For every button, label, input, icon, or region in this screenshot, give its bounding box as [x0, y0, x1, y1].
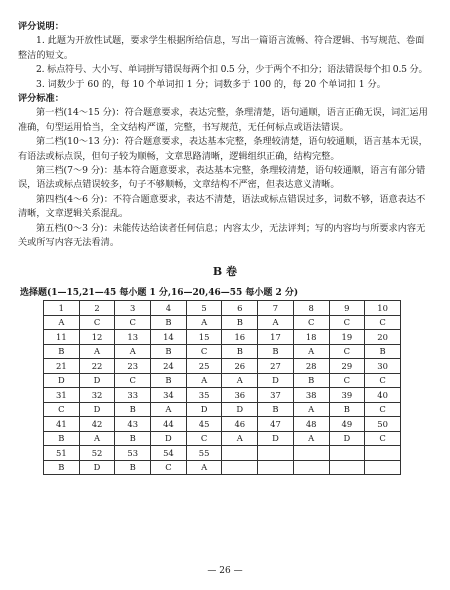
- question-number-cell: 45: [186, 417, 222, 432]
- question-number-cell: 35: [186, 388, 222, 403]
- answer-cell: A: [79, 431, 115, 446]
- answer-cell: [258, 460, 294, 475]
- answer-cell: B: [151, 373, 187, 388]
- answer-cell: B: [44, 344, 80, 359]
- section-title: B 卷: [212, 265, 238, 278]
- answer-cell: A: [79, 344, 115, 359]
- answer-cell: [222, 460, 258, 475]
- scoring-notes: [18, 20, 430, 92]
- answer-cell: D: [44, 373, 80, 388]
- question-number-row: [44, 417, 401, 432]
- answer-cell: A: [186, 315, 222, 330]
- scoring-level: 第四档(4～6 分)：不符合题意要求，表达不清楚，语法或标点错误过多，词数不够，语意表达不清晰，文章逻辑关系混乱。: [18, 193, 426, 220]
- question-number-cell: 23: [115, 359, 151, 374]
- answer-cell: C: [329, 373, 365, 388]
- question-number-cell: 38: [293, 388, 329, 403]
- answer-cell: D: [79, 460, 115, 475]
- answer-row: [44, 402, 401, 417]
- answer-cell: C: [186, 431, 222, 446]
- question-number-cell: 19: [329, 330, 365, 345]
- scoring-note: 2. 标点符号、大小写、单词拼写错误每两个扣 0.5 分，少于两个不扣分；语法错误每个扣 0.5 分。: [36, 64, 428, 76]
- question-number-cell: [365, 446, 401, 461]
- question-number-cell: 7: [258, 301, 294, 316]
- question-number-cell: 11: [44, 330, 80, 345]
- scoring-standards-heading: 评分标准：: [18, 93, 64, 104]
- question-number-cell: 37: [258, 388, 294, 403]
- answer-cell: C: [365, 373, 401, 388]
- question-number-cell: 27: [258, 359, 294, 374]
- question-number-cell: 39: [329, 388, 365, 403]
- page-number: — 26 —: [207, 566, 243, 576]
- answer-cell: B: [258, 344, 294, 359]
- question-number-row: [44, 301, 401, 316]
- question-number-cell: 41: [44, 417, 80, 432]
- question-number-cell: 49: [329, 417, 365, 432]
- question-number-cell: 47: [258, 417, 294, 432]
- question-number-cell: 4: [151, 301, 187, 316]
- question-number-cell: [293, 446, 329, 461]
- question-number-cell: 29: [329, 359, 365, 374]
- answer-cell: A: [258, 315, 294, 330]
- question-number-cell: 44: [151, 417, 187, 432]
- answer-cell: A: [115, 344, 151, 359]
- answer-cell: B: [151, 315, 187, 330]
- answer-cell: A: [186, 373, 222, 388]
- answer-cell: C: [151, 460, 187, 475]
- answer-row: [44, 344, 401, 359]
- answer-cell: [329, 460, 365, 475]
- answer-cell: B: [365, 344, 401, 359]
- answer-cell: C: [329, 315, 365, 330]
- answer-cell: B: [44, 431, 80, 446]
- question-number-cell: 15: [186, 330, 222, 345]
- question-number-cell: [329, 446, 365, 461]
- answer-cell: C: [365, 315, 401, 330]
- answer-cell: A: [293, 344, 329, 359]
- answer-cell: B: [222, 315, 258, 330]
- answer-cell: B: [293, 373, 329, 388]
- question-number-cell: 5: [186, 301, 222, 316]
- answer-row: [44, 373, 401, 388]
- question-number-cell: 54: [151, 446, 187, 461]
- question-number-cell: 55: [186, 446, 222, 461]
- question-number-cell: 40: [365, 388, 401, 403]
- question-number-cell: 20: [365, 330, 401, 345]
- answer-cell: [293, 460, 329, 475]
- answer-cell: C: [44, 402, 80, 417]
- question-number-cell: 31: [44, 388, 80, 403]
- question-number-cell: 16: [222, 330, 258, 345]
- question-number-cell: 13: [115, 330, 151, 345]
- scoring-level: 第一档(14～15 分)：符合题意要求，表达完整，条理清楚，语句通顺，语言正确无误，词汇运用准确，句型运用恰当，全文结构严谨，完整，书写规范，无任何标点或语法错误。: [18, 107, 428, 133]
- question-number-cell: 2: [79, 301, 115, 316]
- question-number-cell: 8: [293, 301, 329, 316]
- question-number-row: [44, 388, 401, 403]
- answer-cell: C: [329, 344, 365, 359]
- question-number-cell: 42: [79, 417, 115, 432]
- question-number-cell: 36: [222, 388, 258, 403]
- answer-cell: C: [115, 315, 151, 330]
- question-number-cell: 10: [365, 301, 401, 316]
- scoring-level: 第三档(7～9 分)：基本符合题意要求，表达基本完整，条理较清楚，语句较通顺，语言有部分错误，语法或标点错误较多，句子不够顺畅，文章结构不严密，但表达意义清晰。: [18, 165, 426, 191]
- question-number-cell: 53: [115, 446, 151, 461]
- mcq-label: 选择题(1—15,21—45 每小题 1 分,16—20,46—55 每小题 2 分): [20, 288, 299, 298]
- answer-cell: C: [186, 344, 222, 359]
- answer-cell: B: [115, 402, 151, 417]
- answer-row: [44, 315, 401, 330]
- answer-cell: D: [329, 431, 365, 446]
- answer-cell: D: [258, 373, 294, 388]
- question-number-cell: 30: [365, 359, 401, 374]
- answer-cell: B: [115, 431, 151, 446]
- question-number-cell: 32: [79, 388, 115, 403]
- question-number-cell: 6: [222, 301, 258, 316]
- question-number-cell: 46: [222, 417, 258, 432]
- scoring-level: 第五档(0～3 分)：未能传达给读者任何信息；内容太少，无法评判；写的内容均与所要求内容无关或所写内容无法看清。: [18, 222, 426, 249]
- question-number-cell: 9: [329, 301, 365, 316]
- question-number-cell: 48: [293, 417, 329, 432]
- question-number-cell: 3: [115, 301, 151, 316]
- question-number-cell: 1: [44, 301, 80, 316]
- answer-table: [43, 300, 401, 475]
- answer-cell: C: [365, 431, 401, 446]
- question-number-cell: 24: [151, 359, 187, 374]
- answer-cell: A: [186, 460, 222, 475]
- answer-row: [44, 460, 401, 475]
- answer-cell: B: [151, 344, 187, 359]
- question-number-row: [44, 446, 401, 461]
- answer-row: [44, 431, 401, 446]
- answer-cell: A: [44, 315, 80, 330]
- question-number-cell: 50: [365, 417, 401, 432]
- question-number-cell: 28: [293, 359, 329, 374]
- answer-cell: B: [115, 460, 151, 475]
- answer-cell: B: [258, 402, 294, 417]
- question-number-cell: 21: [44, 359, 80, 374]
- question-number-cell: 51: [44, 446, 80, 461]
- question-number-cell: 52: [79, 446, 115, 461]
- answer-cell: D: [258, 431, 294, 446]
- scoring-note: 3. 词数少于 60 的，每 10 个单词扣 1 分；词数多于 100 的，每 20 个单词扣 1 分。: [36, 78, 386, 90]
- answer-cell: B: [222, 344, 258, 359]
- scoring-notes-heading: 评分说明：: [18, 21, 64, 32]
- answer-cell: A: [222, 431, 258, 446]
- question-number-cell: 18: [293, 330, 329, 345]
- scoring-standards: [18, 92, 430, 250]
- answer-cell: D: [222, 402, 258, 417]
- answer-cell: D: [79, 402, 115, 417]
- answer-cell: C: [293, 315, 329, 330]
- answer-cell: D: [186, 402, 222, 417]
- answer-cell: A: [222, 373, 258, 388]
- question-number-cell: 12: [79, 330, 115, 345]
- question-number-cell: 22: [79, 359, 115, 374]
- scoring-note: 1. 此题为开放性试题，要求学生根据所给信息，写出一篇语言流畅、符合逻辑、书写规范、卷面整洁的短文。: [18, 35, 425, 61]
- question-number-cell: 33: [115, 388, 151, 403]
- answer-cell: A: [293, 402, 329, 417]
- answer-cell: D: [151, 431, 187, 446]
- answer-cell: A: [293, 431, 329, 446]
- answer-cell: B: [44, 460, 80, 475]
- answer-cell: [365, 460, 401, 475]
- answer-cell: C: [115, 373, 151, 388]
- scoring-level: 第二档(10～13 分)：符合题意要求，表达基本完整，条理较清楚，语句较通顺，语言基本无误，有语法或标点误，但句子较为顺畅，文章思路清晰，逻辑组织正确，结构完整。: [18, 136, 428, 162]
- answer-cell: B: [329, 402, 365, 417]
- answer-cell: C: [79, 315, 115, 330]
- question-number-cell: [222, 446, 258, 461]
- question-number-cell: 34: [151, 388, 187, 403]
- answer-cell: D: [79, 373, 115, 388]
- question-number-row: [44, 359, 401, 374]
- question-number-cell: 14: [151, 330, 187, 345]
- question-number-cell: 26: [222, 359, 258, 374]
- question-number-cell: 43: [115, 417, 151, 432]
- answer-cell: C: [365, 402, 401, 417]
- answer-cell: A: [151, 402, 187, 417]
- question-number-cell: 17: [258, 330, 294, 345]
- question-number-row: [44, 330, 401, 345]
- question-number-cell: 25: [186, 359, 222, 374]
- question-number-cell: [258, 446, 294, 461]
